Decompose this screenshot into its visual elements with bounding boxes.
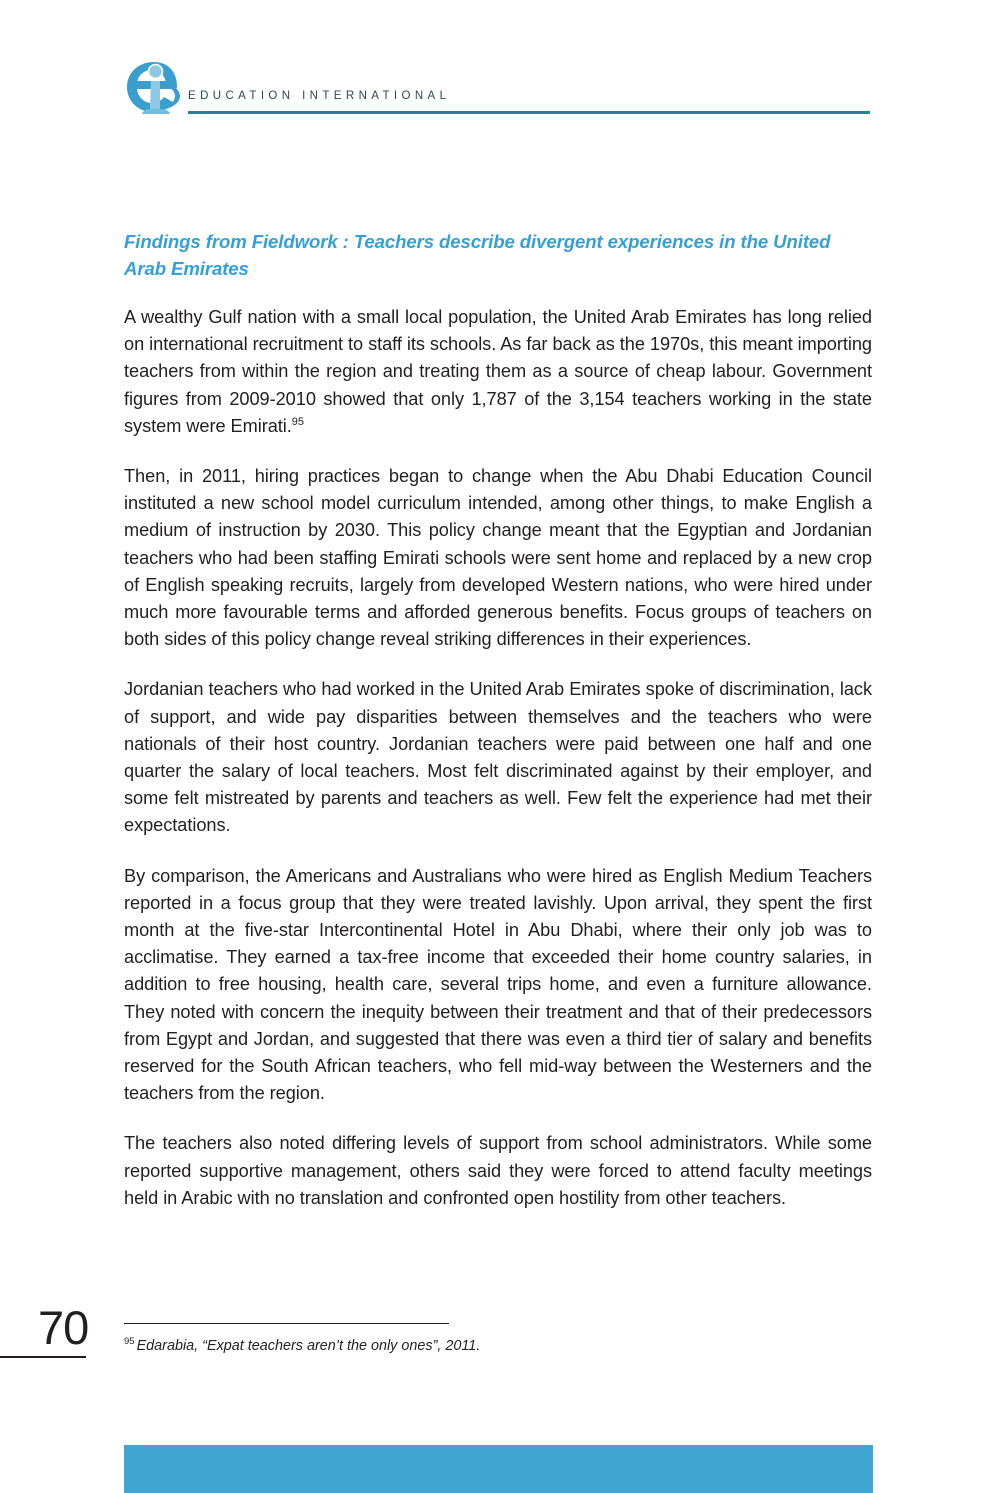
footnote-reference-95[interactable]: 95 <box>291 415 304 428</box>
paragraph-3: Jordanian teachers who had worked in the United Arab Emirates spoke of discrimination, lack of support, and wide pay disparities between themselves and the teachers who were nationals of their host country. Jordanian teachers were paid between one half and one quarter the salary of local teachers. Most felt discriminated against by their employer, and some felt mistreated by parents and teachers as well. Few felt the experience had met their expectations. <box>124 679 872 836</box>
header-divider-rule <box>188 111 870 114</box>
footer-color-band <box>124 1445 873 1493</box>
section-heading: Findings from Fieldwork : Teachers describe divergent experiences in the United Arab Emirates <box>124 231 831 279</box>
paragraph-4: By comparison, the Americans and Australians who were hired as English Medium Teachers reported in a focus group that they were treated lavishly. Upon arrival, they spent the first month at the five-star Intercontinental Hotel in Abu Dhabi, where their only job was to acclimatise. They earned a tax-free income that exceeded their home country salaries, in addition to free housing, health care, several trips home, and even a furniture allowance. They noted with concern the inequity between their treatment and that of their predecessors from Egypt and Jordan, and suggested that there was even a third tier of salary and benefits reserved for the South African teachers, who fell mid-way between the Westerners and the teachers from the region. <box>124 865 872 1104</box>
brand-name: EDUCATION INTERNATIONAL <box>188 90 451 102</box>
document-body <box>124 228 872 1212</box>
page-number-rule <box>0 1356 86 1358</box>
paragraph-1-text: A wealthy Gulf nation with a small local population, the United Arab Emirates has long relied on international recruitment to staff its schools. As far back as the 1970s, this meant importing teachers from within the region and treating them as a source of cheap labour. Government figures from 2009-2010 showed that only 1,787 of the 3,154 teachers working in the state system were Emirati. <box>124 307 872 436</box>
page-number: 70 <box>38 1301 89 1354</box>
paragraph-5: The teachers also noted differing levels of support from school administrators. While some reported supportive management, others said they were forced to attend faculty meetings held in Arabic with no translation and confronted open hostility from other teachers. <box>124 1133 872 1208</box>
footnote-separator-rule <box>124 1323 449 1324</box>
paragraph-2: Then, in 2011, hiring practices began to change when the Abu Dhabi Education Council instituted a new school model curriculum intended, among other things, to make English a medium of instruction by 2030. This policy change meant that the Egyptian and Jordanian teachers who had been staffing Emirati schools were sent home and replaced by a new crop of English speaking recruits, largely from developed Western nations, who were hired under much more favourable terms and afforded generous benefits. Focus groups of teachers on both sides of this policy change reveal striking differences in their experiences. <box>124 466 872 650</box>
footnote-marker: 95 <box>124 1336 135 1348</box>
education-international-logo-icon <box>124 57 186 119</box>
footnote-text: Edarabia, “Expat teachers aren’t the only ones”, 2011. <box>136 1338 481 1354</box>
paragraph-1 <box>124 304 872 440</box>
page-header <box>0 0 995 140</box>
footnote-entry <box>124 1336 872 1356</box>
